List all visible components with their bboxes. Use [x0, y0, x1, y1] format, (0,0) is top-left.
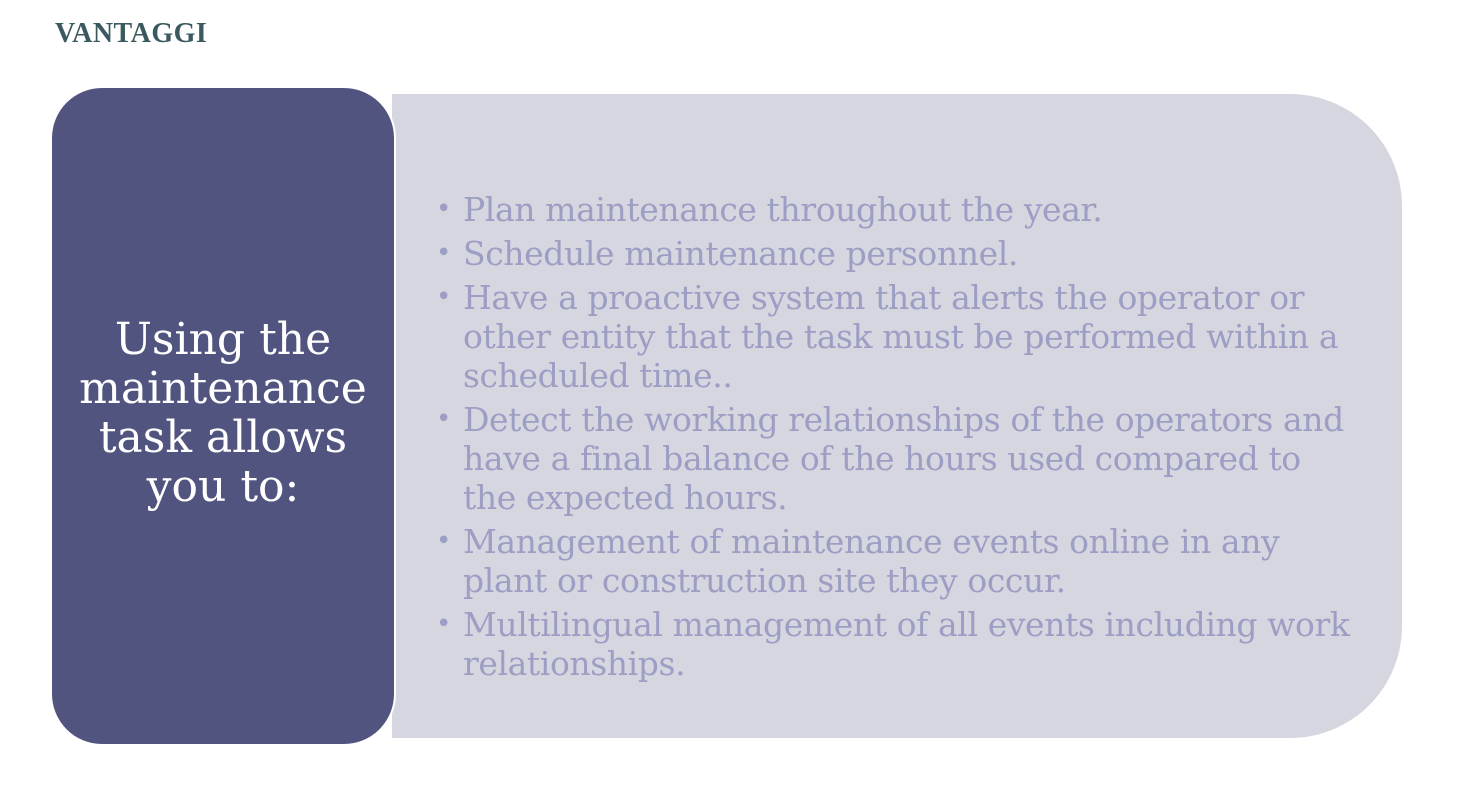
bullet-text: Plan maintenance throughout the year. — [463, 190, 1103, 229]
bullet-text: Multilingual management of all events including work relationships. — [463, 605, 1350, 683]
slide-title: VANTAGGI — [55, 18, 208, 49]
bullet-icon: • — [436, 194, 451, 224]
bullet-item — [436, 522, 1356, 600]
intro-text: Using the maintenance task allows you to: — [79, 314, 367, 512]
bullet-item — [436, 605, 1356, 683]
bullet-text: Schedule maintenance personnel. — [463, 234, 1018, 273]
bullet-text: Detect the working relationships of the operators and have a final balance of the hours used compared to the expected hours. — [463, 400, 1344, 517]
bullet-item — [436, 400, 1356, 517]
bullet-text: Management of maintenance events online in any plant or construction site they occur. — [463, 522, 1280, 600]
bullet-item — [436, 278, 1356, 395]
bullet-icon: • — [436, 404, 451, 434]
intro-box — [50, 86, 396, 746]
bullet-icon: • — [436, 609, 451, 639]
bullet-icon: • — [436, 526, 451, 556]
bullet-item — [436, 234, 1356, 273]
bullet-icon: • — [436, 282, 451, 312]
bullet-text: Have a proactive system that alerts the operator or other entity that the task must be performed within a scheduled time.. — [463, 278, 1339, 395]
bullet-list — [436, 190, 1356, 688]
bullet-icon: • — [436, 238, 451, 268]
bullet-item — [436, 190, 1356, 229]
